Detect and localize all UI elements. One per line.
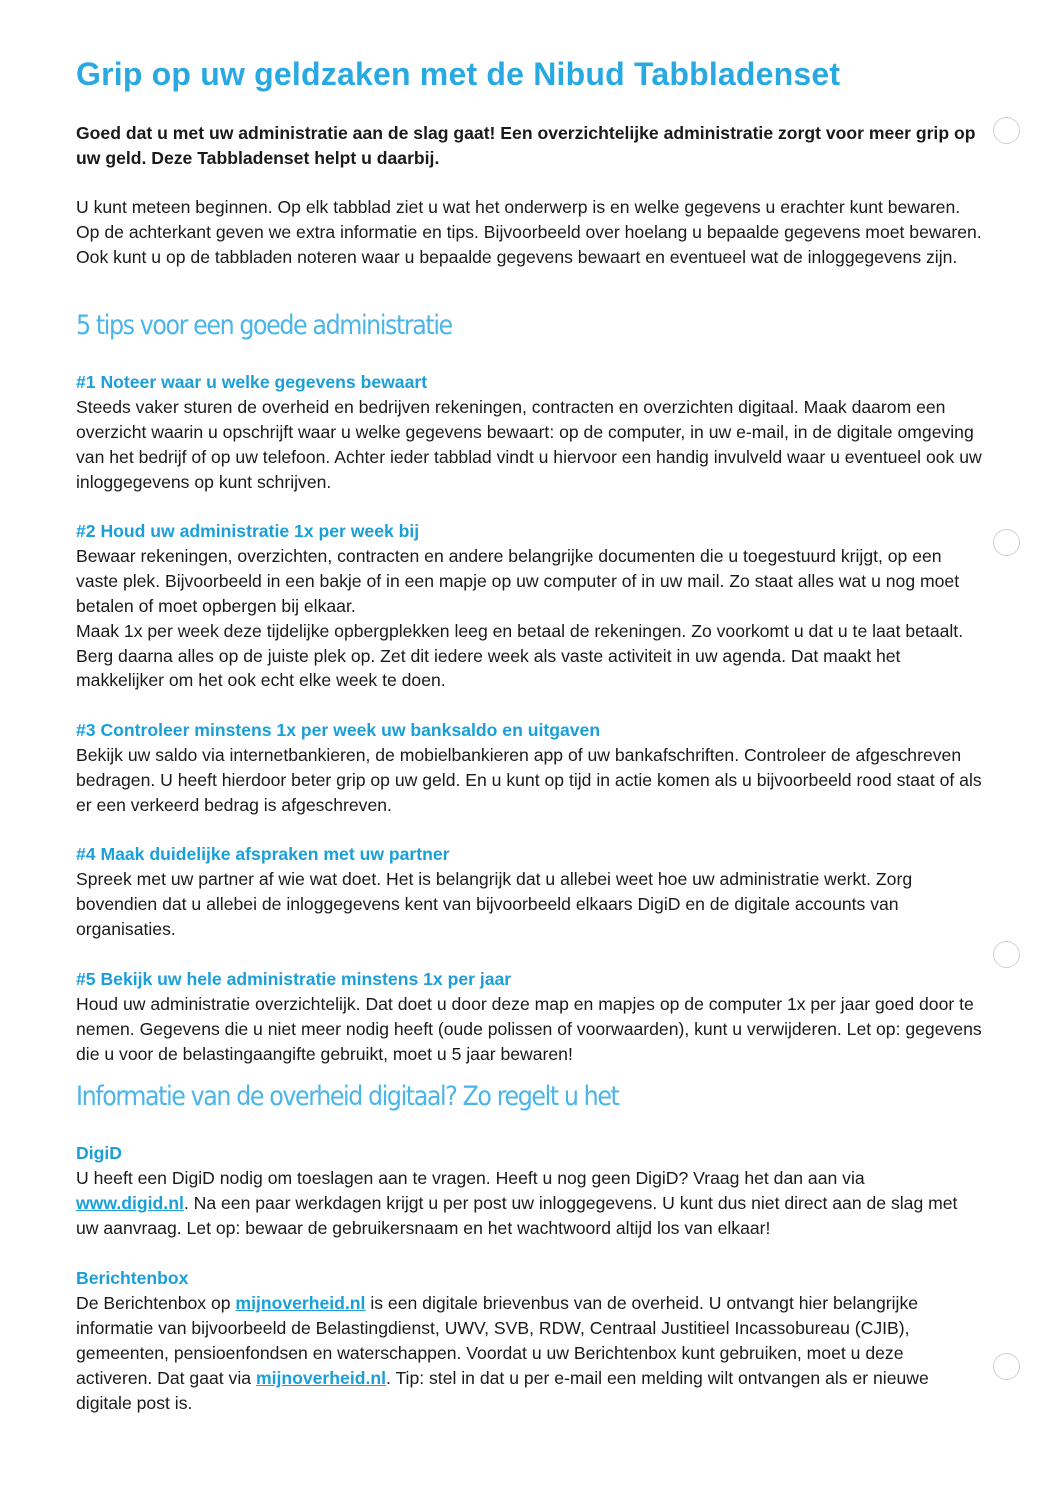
tip-1-title: #1 Noteer waar u welke gegevens bewaart (76, 372, 428, 392)
binder-hole-3 (993, 941, 1020, 968)
tip-1 (76, 370, 982, 495)
intro-paragraph: U kunt meteen beginnen. Op elk tabblad ziet u wat het onderwerp is en welke gegevens u erachter kunt bewaren. Op de achterkant geven we extra informatie en tips. Bijvoorbeeld over hoelang u bepaalde gegevens moet bewaren. Ook kunt u op de tabbladen noteren waar u bepaalde gegevens bewaart en eventueel wat de inloggegevens zijn. (76, 197, 982, 267)
tips-heading: 5 tips voor een goede administratie (76, 310, 452, 341)
tip-4 (76, 842, 982, 942)
digid-link[interactable]: www.digid.nl (76, 1192, 184, 1213)
tip-3-title: #3 Controleer minstens 1x per week uw banksaldo en uitgaven (76, 720, 601, 740)
berichtenbox-title: Berichtenbox (76, 1268, 189, 1288)
binder-hole-1 (993, 117, 1020, 144)
digid-text-after: . Na een paar werkdagen krijgt u per post uw inloggegevens. U kunt dus niet direct aan de slag met uw aanvraag. Let op: bewaar de gebruikersnaam en het wachtwoord altijd los van elkaar! (76, 1192, 958, 1238)
digid-section (76, 1141, 982, 1241)
tip-2-body: Bewaar rekeningen, overzichten, contracten en andere belangrijke documenten die u toegestuurd krijgt, op een vaste plek. Bijvoorbeeld in een bakje of in een mapje op uw computer of in uw mail. Zo staat alles wat u nog moet betalen of moet opbergen bij elkaar. (76, 545, 960, 616)
binder-hole-4 (993, 1353, 1020, 1380)
tip-5-body: Houd uw administratie overzichtelijk. Dat doet u door deze map en mapjes op de computer 1x per jaar goed door te nemen. Gegevens die u niet meer nodig heeft (oude polissen of voorwaarden), kunt u verwijderen. Let op: gegevens die u voor de belastingaangifte gebruikt, moet u 5 jaar bewaren! (76, 993, 982, 1064)
tip-5 (76, 967, 982, 1067)
intro-text: Goed dat u met uw administratie aan de slag gaat! Een overzichtelijke administratie zorgt voor meer grip op uw geld. Deze Tabbladenset helpt u daarbij. (76, 123, 976, 168)
intro-paragraph-block (76, 195, 982, 270)
tip-3-body: Bekijk uw saldo via internetbankieren, de mobielbankieren app of uw bankafschriften. Controleer de afgeschreven bedragen. U heeft hierdoor beter grip op uw geld. En u kunt op tijd in actie komen als u bijvoorbeeld rood staat of als er een verkeerd bedrag is afgeschreven. (76, 744, 982, 815)
digid-text-before: U heeft een DigiD nodig om toeslagen aan te vragen. Heeft u nog geen DigiD? Vraag het dan aan via (76, 1167, 865, 1188)
mijnoverheid-link-1[interactable]: mijnoverheid.nl (235, 1292, 366, 1313)
digid-body (76, 1166, 982, 1241)
mijnoverheid-link-2[interactable]: mijnoverheid.nl (255, 1367, 386, 1388)
tip-5-title: #5 Bekijk uw hele administratie minstens 1x per jaar (76, 969, 512, 989)
page-title: Grip op uw geldzaken met de Nibud Tabbladenset (76, 56, 841, 92)
tip-2 (76, 519, 982, 693)
berichtenbox-body (76, 1291, 982, 1416)
tip-2-body-2: Maak 1x per week deze tijdelijke opbergplekken leeg en betaal de rekeningen. Zo voorkomt u dat u te laat betaalt. Berg daarna alles op de juiste plek op. Zet dit iedere week als vaste activiteit in uw agenda. Dat maakt het makkelijker om het ook echt elke week te doen. (76, 620, 964, 691)
berichtenbox-section (76, 1266, 982, 1415)
berichtenbox-text-2: is een digitale brievenbus van de overheid. U ontvangt hier belangrijke informatie van bijvoorbeeld de Belastingdienst, UWV, SVB, RDW, Centraal Justitieel Incassobureau (CJIB), gemeenten, pensioenfondsen en waterschappen. Voordat u uw Berichtenbox kunt gebruiken, moet u deze activeren. Dat gaat via (76, 1292, 919, 1388)
tip-3 (76, 718, 982, 818)
tip-4-title: #4 Maak duidelijke afspraken met uw partner (76, 844, 450, 864)
berichtenbox-text-1: De Berichtenbox op (76, 1292, 236, 1313)
binder-hole-2 (993, 529, 1020, 556)
tip-2-title: #2 Houd uw administratie 1x per week bij (76, 521, 420, 541)
berichtenbox-text-3: . Tip: stel in dat u per e-mail een melding wilt ontvangen als er nieuwe digitale post is. (76, 1367, 929, 1413)
tip-4-body: Spreek met uw partner af wie wat doet. Het is belangrijk dat u allebei weet hoe uw administratie werkt. Zorg bovendien dat u allebei de inloggegevens kent van bijvoorbeeld elkaars DigiD en de digitale accounts van organisaties. (76, 868, 913, 939)
tip-1-body: Steeds vaker sturen de overheid en bedrijven rekeningen, contracten en overzichten digitaal. Maak daarom een overzicht waarin u opschrijft waar u welke gegevens bewaart: op de computer, in uw e-mail, in de digitale omgeving van het bedrijf of op uw telefoon. Achter ieder tabblad vindt u hiervoor een handig invulveld waar u eventueel ook uw inloggegevens op kunt schrijven. (76, 396, 982, 492)
digital-heading: Informatie van de overheid digitaal? Zo regelt u het (76, 1081, 619, 1112)
digid-title: DigiD (76, 1143, 122, 1163)
